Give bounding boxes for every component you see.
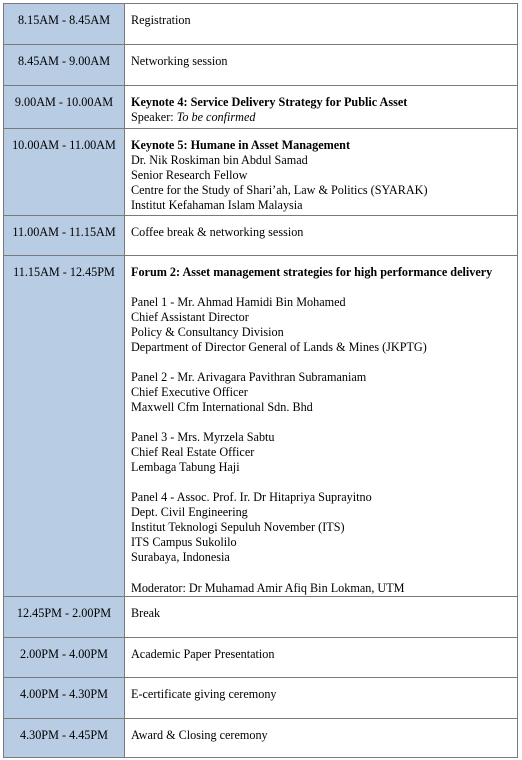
speaker-detail: Senior Research Fellow xyxy=(131,168,248,182)
session-cell xyxy=(125,86,518,129)
speaker-line xyxy=(131,110,512,125)
agenda-row xyxy=(4,216,518,256)
agenda-row xyxy=(4,597,518,638)
agenda-row xyxy=(4,719,518,758)
agenda-row xyxy=(4,678,518,719)
session-cell: Award & Closing ceremony xyxy=(125,719,518,758)
panel-detail: Policy & Consultancy Division xyxy=(131,325,284,339)
panel-detail: ITS Campus Sukolilo xyxy=(131,535,237,549)
agenda-row xyxy=(4,45,518,86)
session-cell: Networking session xyxy=(125,45,518,86)
session-cell xyxy=(125,129,518,216)
panel-detail: Maxwell Cfm International Sdn. Bhd xyxy=(131,400,313,414)
session-cell xyxy=(125,256,518,597)
session-cell: Academic Paper Presentation xyxy=(125,638,518,678)
panel-speaker: Panel 4 - Assoc. Prof. Ir. Dr Hitapriya Suprayitno xyxy=(131,490,372,504)
agenda-row xyxy=(4,256,518,597)
panel-speaker: Panel 2 - Mr. Arivagara Pavithran Subramaniam xyxy=(131,370,367,384)
speaker-detail: Centre for the Study of Shari’ah, Law & Politics (SYARAK) xyxy=(131,183,428,197)
session-title: Keynote 5: Humane in Asset Management xyxy=(131,138,351,152)
time-cell: 9.00AM - 10.00AM xyxy=(4,86,125,129)
session-cell: Break xyxy=(125,597,518,638)
speaker-detail: Institut Kefahaman Islam Malaysia xyxy=(131,198,303,212)
agenda-row xyxy=(4,4,518,45)
panel-detail: Chief Assistant Director xyxy=(131,310,249,324)
time-cell: 2.00PM - 4.00PM xyxy=(4,638,125,678)
panel-speaker: Panel 1 - Mr. Ahmad Hamidi Bin Mohamed xyxy=(131,295,346,309)
session-cell: Coffee break & networking session xyxy=(125,216,518,256)
time-cell: 4.00PM - 4.30PM xyxy=(4,678,125,719)
session-cell: E-certificate giving ceremony xyxy=(125,678,518,719)
panel-detail: Chief Real Estate Officer xyxy=(131,445,255,459)
panel-detail: Dept. Civil Engineering xyxy=(131,505,248,519)
speaker-prefix: Speaker: xyxy=(131,110,177,124)
time-cell: 12.45PM - 2.00PM xyxy=(4,597,125,638)
panel-detail: Lembaga Tabung Haji xyxy=(131,460,240,474)
speaker-detail: Dr. Nik Roskiman bin Abdul Samad xyxy=(131,153,308,167)
time-cell: 8.45AM - 9.00AM xyxy=(4,45,125,86)
panel-detail: Surabaya, Indonesia xyxy=(131,550,230,564)
panel-detail: Department of Director General of Lands & Mines (JKPTG) xyxy=(131,340,427,354)
time-cell: 11.00AM - 11.15AM xyxy=(4,216,125,256)
session-cell: Registration xyxy=(125,4,518,45)
panel-detail: Chief Executive Officer xyxy=(131,385,248,399)
agenda-row xyxy=(4,86,518,129)
time-cell: 10.00AM - 11.00AM xyxy=(4,129,125,216)
agenda-row xyxy=(4,129,518,216)
time-cell: 11.15AM - 12.45PM xyxy=(4,256,125,597)
agenda-table xyxy=(3,3,518,758)
moderator: Moderator: Dr Muhamad Amir Afiq Bin Lokman, UTM xyxy=(131,581,405,595)
panel-detail: Institut Teknologi Sepuluh November (ITS) xyxy=(131,520,345,534)
forum-title: Forum 2: Asset management strategies for high performance delivery xyxy=(131,265,493,279)
panel-speaker: Panel 3 - Mrs. Myrzela Sabtu xyxy=(131,430,275,444)
speaker-name: To be confirmed xyxy=(176,110,256,124)
agenda-row xyxy=(4,638,518,678)
time-cell: 4.30PM - 4.45PM xyxy=(4,719,125,758)
time-cell: 8.15AM - 8.45AM xyxy=(4,4,125,45)
session-title: Keynote 4: Service Delivery Strategy for Public Asset xyxy=(131,95,408,109)
